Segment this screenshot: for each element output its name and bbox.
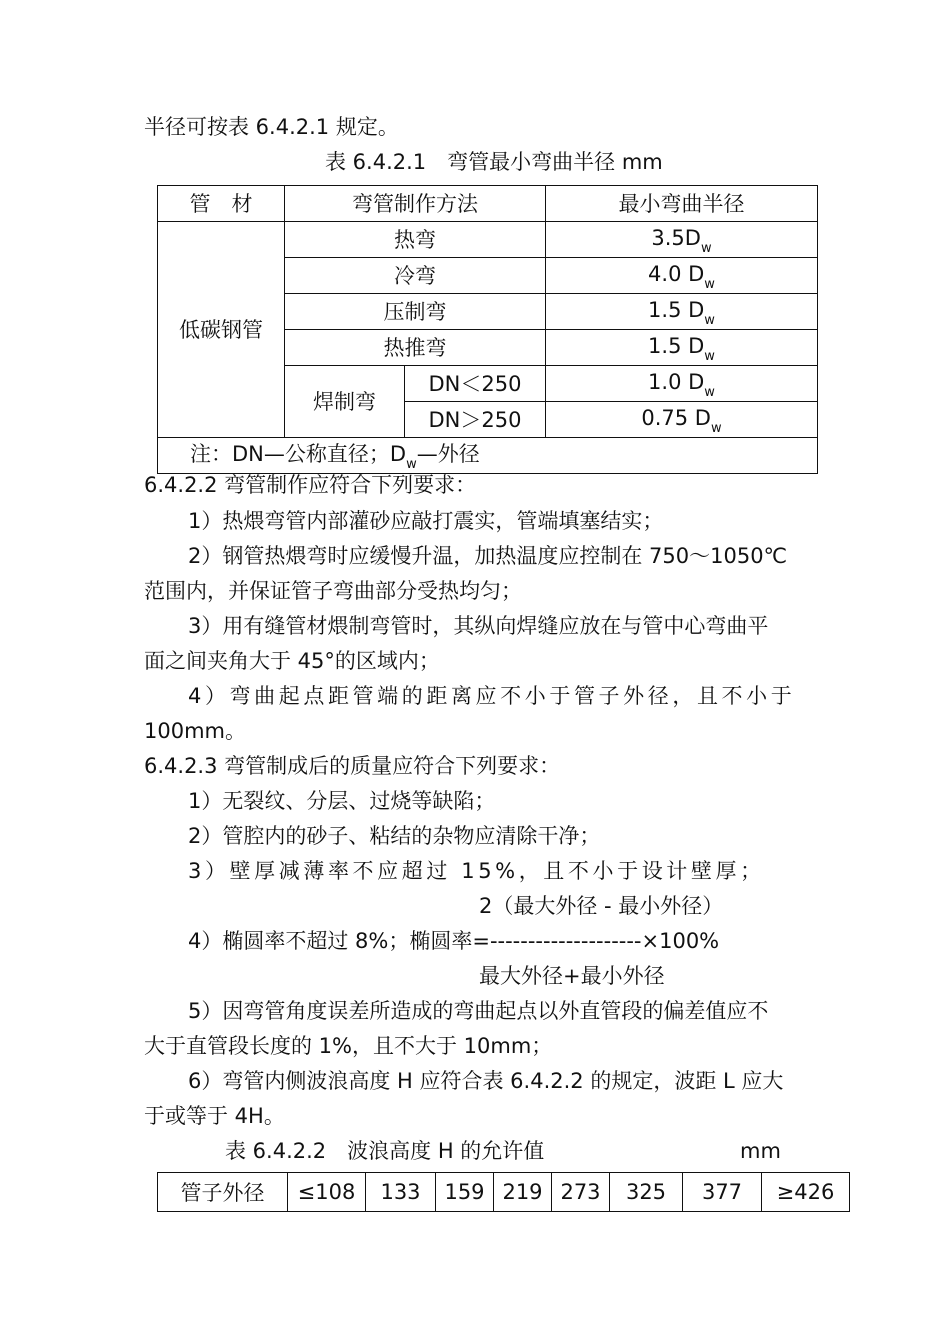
table2-caption: 表 6.4.2.2 波浪高度 H 的允许值 <box>225 1139 545 1163</box>
list-item: 5）因弯管角度误差所造成的弯曲起点以外直管段的偏差值应不 <box>188 999 769 1023</box>
list-item: 2）钢管热煨弯时应缓慢升温，加热温度应控制在 750～1050℃ <box>188 544 788 568</box>
radius-subscript: w <box>704 276 715 292</box>
radius-subscript: w <box>710 420 722 436</box>
radius-value: 1.5 D <box>648 333 705 358</box>
table-cell: 219 <box>494 1173 552 1212</box>
weld-method-cell: 焊制弯 <box>285 366 405 438</box>
table-row <box>158 222 818 258</box>
condition-cell: DN＜250 <box>405 366 546 402</box>
list-item-continuation: 范围内，并保证管子弯曲部分受热均匀； <box>144 579 522 603</box>
radius-value: 1.5 D <box>648 297 705 322</box>
list-item: 3）用有缝管材煨制弯管时，其纵向焊缝应放在与管中心弯曲平 <box>188 614 769 638</box>
header-cell: 弯管制作方法 <box>285 186 546 222</box>
table-cell: 管子外径 <box>158 1173 288 1212</box>
table-note-row <box>158 438 818 474</box>
section-heading: 6.4.2.3 弯管制成后的质量应符合下列要求： <box>144 754 561 778</box>
method-cell: 热推弯 <box>285 330 546 366</box>
radius-value: 0.75 D <box>641 405 711 430</box>
radius-cell <box>546 294 818 330</box>
radius-cell <box>546 366 818 402</box>
note-cell <box>158 438 818 474</box>
radius-subscript: w <box>704 384 715 400</box>
header-cell: 管 材 <box>158 186 285 222</box>
radius-value: 4.0 D <box>648 261 705 286</box>
condition-cell: DN＞250 <box>405 402 546 438</box>
table2-unit: mm <box>740 1139 781 1163</box>
table-cell: 159 <box>436 1173 494 1212</box>
method-cell: 压制弯 <box>285 294 546 330</box>
note-prefix: 注：DN—公称直径；D <box>190 441 407 466</box>
table-row <box>158 1173 850 1212</box>
radius-subscript: w <box>704 348 715 364</box>
method-cell: 冷弯 <box>285 258 546 294</box>
table-cell: 133 <box>366 1173 436 1212</box>
table-header-row <box>158 186 818 222</box>
radius-value: 1.0 D <box>648 369 705 394</box>
header-cell: 最小弯曲半径 <box>546 186 818 222</box>
list-item: 3）壁厚减薄率不应超过 15%，且不小于设计壁厚； <box>188 859 765 883</box>
list-item-continuation: 面之间夹角大于 45°的区域内； <box>144 649 440 673</box>
note-subscript: w <box>406 456 417 472</box>
radius-subscript: w <box>700 240 712 256</box>
list-item-continuation: 100mm。 <box>144 719 246 743</box>
radius-cell <box>546 222 818 258</box>
method-cell: 热弯 <box>285 222 546 258</box>
section-heading: 6.4.2.2 弯管制作应符合下列要求： <box>144 473 477 497</box>
list-item: 1）无裂纹、分层、过烧等缺陷； <box>188 789 496 813</box>
list-item: 4）弯曲起点距管端的距离应不小于管子外径，且不小于 <box>188 684 796 708</box>
radius-value: 3.5D <box>651 225 701 250</box>
radius-cell <box>546 258 818 294</box>
table-cell: 325 <box>610 1173 683 1212</box>
note-suffix: —外径 <box>416 441 480 466</box>
table-cell: ≥426 <box>762 1173 850 1212</box>
wave-height-table <box>157 1172 850 1212</box>
list-item: 1）热煨弯管内部灌砂应敲打震实，管端填塞结实； <box>188 509 664 533</box>
formula-denominator: 最大外径+最小外径 <box>479 964 665 988</box>
material-cell: 低碳钢管 <box>158 222 285 438</box>
list-item: 2）管腔内的砂子、粘结的杂物应清除干净； <box>188 824 601 848</box>
list-item: 4）椭圆率不超过 8%；椭圆率=--------------------×100% <box>188 929 720 953</box>
min-bend-radius-table <box>157 185 818 474</box>
list-item: 6）弯管内侧波浪高度 H 应符合表 6.4.2.2 的规定，波距 L 应大 <box>188 1069 784 1093</box>
table-cell: 377 <box>683 1173 762 1212</box>
formula-numerator: 2（最大外径 - 最小外径） <box>479 894 724 918</box>
radius-subscript: w <box>704 312 715 328</box>
paragraph-line: 半径可按表 6.4.2.1 规定。 <box>144 115 399 139</box>
radius-cell <box>546 402 818 438</box>
list-item-continuation: 于或等于 4H。 <box>144 1104 285 1128</box>
table-cell: ≤108 <box>288 1173 366 1212</box>
radius-cell <box>546 330 818 366</box>
table-cell: 273 <box>552 1173 610 1212</box>
table1-caption: 表 6.4.2.1 弯管最小弯曲半径 mm <box>325 150 663 174</box>
list-item-continuation: 大于直管段长度的 1%，且不大于 10mm； <box>144 1034 553 1058</box>
